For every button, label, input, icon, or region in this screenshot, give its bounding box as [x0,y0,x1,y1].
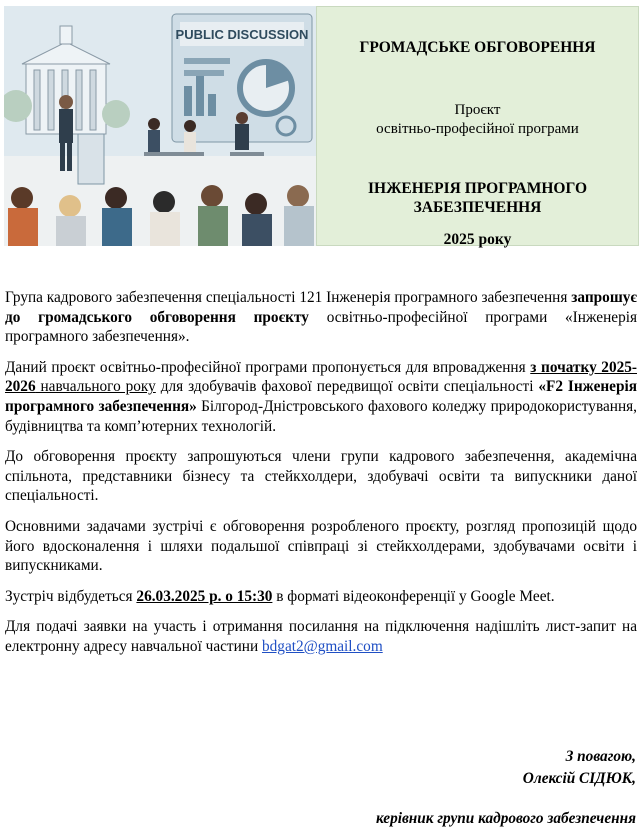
public-discussion-illustration [4,6,316,246]
title-panel [316,6,639,246]
paragraph-meeting-time: Зустріч відбудеться 26.03.2025 р. о 15:30 в форматі відеоконференції у Google Meet. [5,587,555,605]
signature-role: керівник групи кадрового забезпечення [375,810,636,827]
document-title: ГРОМАДСЬКЕ ОБГОВОРЕННЯ [359,39,596,56]
academic-year-text: навчального року [35,378,156,396]
announcement-body [5,288,637,668]
signature-block [376,746,636,830]
header [4,6,639,246]
signature-name: Олексій СІДЮК, [522,770,636,787]
email-link[interactable]: bdgat2@gmail.com [262,637,383,655]
program-name-line-2: ЗАБЕЗПЕЧЕННЯ [413,199,542,216]
meeting-datetime: 26.03.2025 р. о 15:30 [136,587,273,605]
paragraph-invitation: Група кадрового забезпечення спеціальності 121 Інженерія програмного забезпечення запрошує до громадського обговорення проєкту освітньо-професійної програми «Інженерія програмного забезпечення». [5,289,637,346]
paragraph-implementation: Даний проєкт освітньо-професійної програми пропонується для впровадження з початку 2025-2026 навчального року для здобувачів фахової передвищої освіти спеціальності «F2 Інженерія програмного забезпечення» Білгород-Дністровського фахового коледжу природокористування, будівництва та комп’ютерних технологій. [5,358,637,435]
board-sign-text: PUBLIC DISCUSSION [175,27,309,42]
start-period: з початку 2025-2026 [5,358,637,396]
program-name-line-1: ІНЖЕНЕРІЯ ПРОГРАМНОГО [367,180,588,197]
year: 2025 року [443,231,512,248]
paragraph-registration: Для подачі заявки на участь і отримання посилання на підключення надішліть лист-запит на електронну адресу навчальної частини bdgat2@gmail.com [5,618,637,655]
subtitle-line-2: освітньо-професійної програми [376,121,579,137]
paragraph-participants: До обговорення проєкту запрошуються члени групи кадрового забезпечення, академічна спільнота, представники бізнесу та стейкхолдери, здобувачі освіти та випускники даної спеціальності. [5,448,637,505]
signature-greeting: З повагою, [565,748,636,765]
invitation-emphasis: запрошує до громадського обговорення проєкту [5,289,637,326]
specialty-name: «F2 Інженерія програмного забезпечення» [5,378,637,415]
paragraph-objectives: Основними задачами зустрічі є обговорення розробленого проєкту, розгляд пропозицій щодо його вдосконалення і шляхи подальшої співпраці зі стейкхолдерами, здобувачами освіти і випускниками. [5,517,637,575]
subtitle-line-1: Проєкт [454,102,501,118]
